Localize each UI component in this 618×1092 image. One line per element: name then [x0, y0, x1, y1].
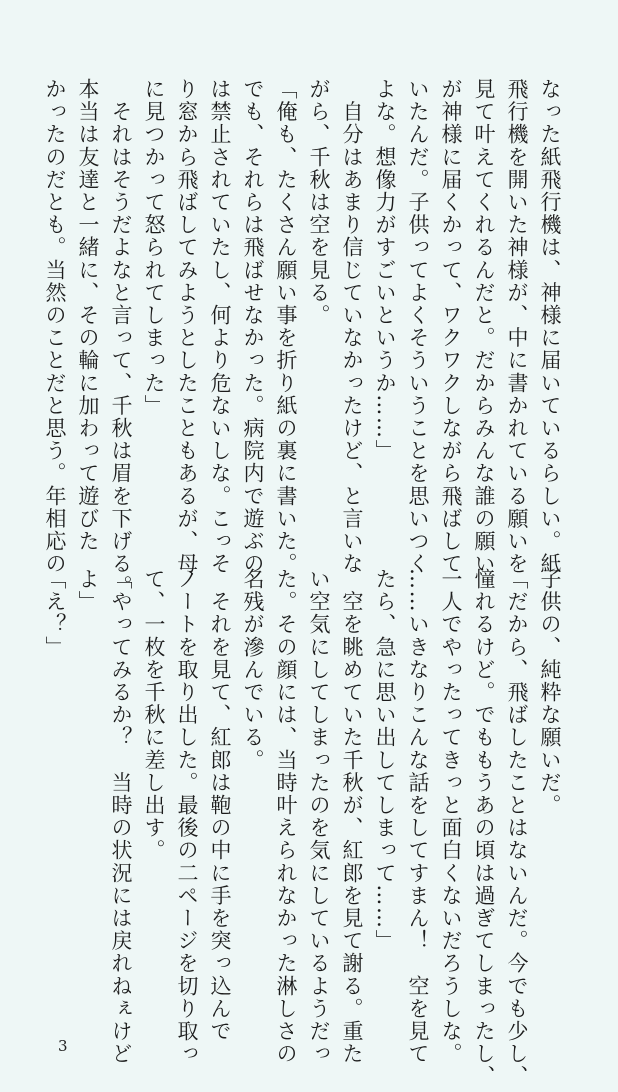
- text-line: た。その顔には、当時叶えられなかった淋しさの: [274, 568, 298, 1066]
- text-line: よな。想像力がすごいというか……」: [373, 78, 397, 463]
- text-line: なった紙飛行機は、神様に届いているらしい。紙: [538, 78, 562, 576]
- text-line: それを見て、紅郎は鞄の中に手を突っ込んで: [208, 568, 232, 1043]
- text-line: 見て叶えてくれるんだと。だからみんな誰の願い: [472, 78, 496, 576]
- text-line: ノートを取り出した。最後の二ページを切り取っ: [175, 568, 199, 1066]
- text-line: いたんだ。子供ってよくそういうことを思いつく: [406, 78, 430, 576]
- text-line: 飛行機を開いた神様が、中に書かれている願いを: [505, 78, 529, 576]
- text-line: 一人でやったってきっと面白くないだろうしな。: [439, 568, 463, 1066]
- text-line: ……いきなりこんな話をしてすまん！ 空を見て: [406, 568, 430, 1066]
- text-line: がら、千秋は空を見る。: [307, 78, 331, 327]
- text-line: でも、それらは飛ばせなかった。病院内で遊ぶの: [241, 78, 265, 576]
- text-line: 本当は友達と一緒に、その輪に加わって遊びた: [76, 78, 100, 553]
- text-line: 子供の、純粋な願いだ。: [538, 568, 562, 817]
- text-line: い空気にしてしまったのを気にしているようだっ: [307, 568, 331, 1066]
- text-line: 「え？」: [43, 568, 67, 659]
- text-line: よ」: [76, 568, 100, 614]
- text-line: かったのだとも。当然のことだと思う。年相応の: [43, 78, 67, 576]
- text-line: 「俺も、たくさん願い事を折り紙の裏に書いた。: [274, 78, 298, 576]
- text-line: 自分はあまり信じていなかったけど、と言いな: [340, 78, 364, 576]
- text-line: て、一枚を千秋に差し出す。: [142, 568, 166, 862]
- text-line: 「やってみるか？ 当時の状況には戻れねぇけど: [109, 568, 133, 1066]
- text-line: は禁止されていたし、何より危ないしな。こっそ: [208, 78, 232, 576]
- page-number: 3: [58, 1037, 68, 1055]
- text-line: 名残が滲んでいる。: [241, 568, 265, 772]
- text-line: 空を眺めていた千秋が、紅郎を見て謝る。重た: [340, 568, 364, 1066]
- text-line: 憧れるけど。でももうあの頃は過ぎてしまったし、: [472, 568, 496, 1088]
- text-line: それはそうだよなと言って、千秋は眉を下げる。: [109, 78, 133, 598]
- text-line: が神様に届くかって、ワクワクしながら飛ばして: [439, 78, 463, 576]
- text-line: たら、急に思い出してしまって……」: [373, 568, 397, 953]
- text-line: 「だから、飛ばしたことはないんだ。今でも少し、: [505, 568, 529, 1088]
- text-line: に見つかって怒られてしまった」: [142, 78, 166, 417]
- lower-text-block: [38, 568, 566, 1088]
- text-line: り窓から飛ばしてみようとしたこともあるが、母: [175, 78, 199, 576]
- upper-text-block: [38, 78, 566, 598]
